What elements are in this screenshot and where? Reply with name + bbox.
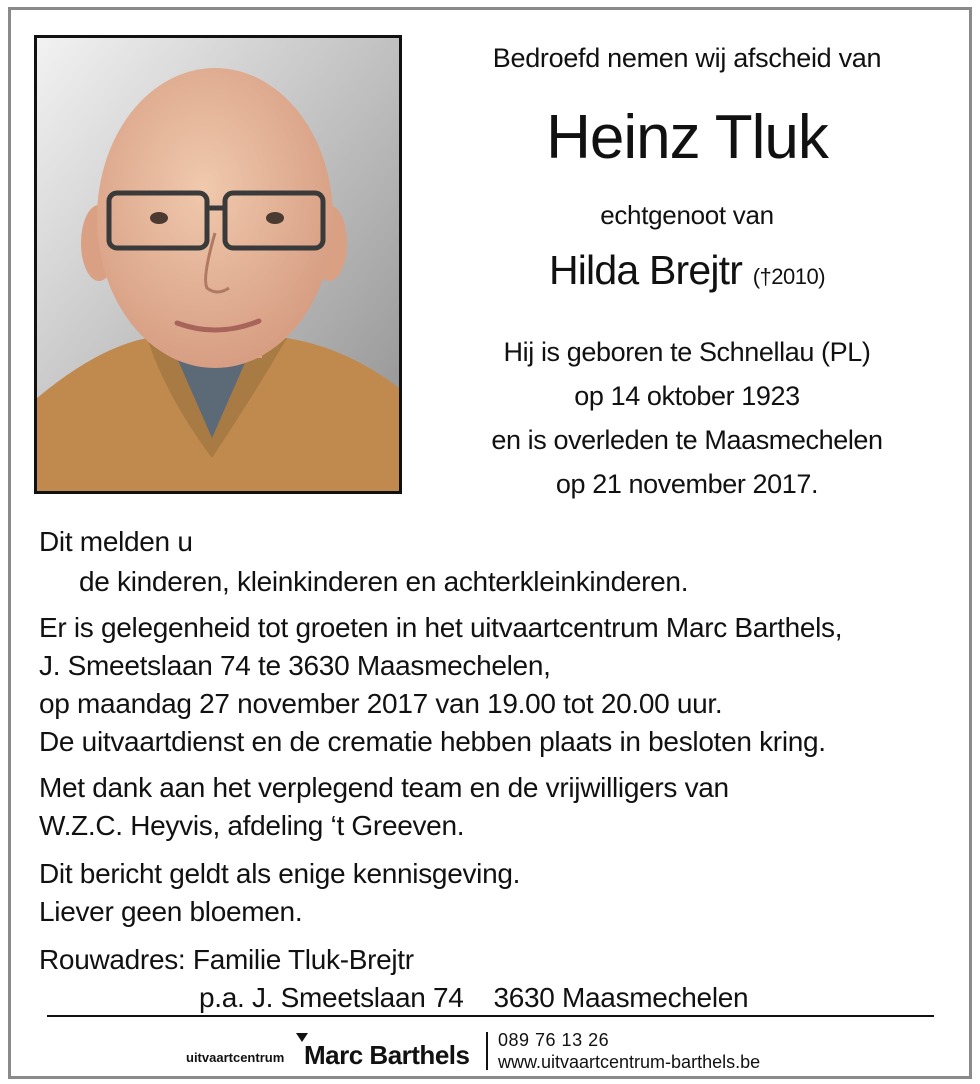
obituary-card bbox=[8, 7, 972, 1079]
bio-line: op 21 november 2017. bbox=[555, 469, 819, 499]
announcement-family: de kinderen, kleinkinderen en achterkleinkinderen. bbox=[79, 566, 689, 597]
address-street: p.a. J. Smeetslaan 74 3630 Maasmechelen bbox=[199, 982, 749, 1013]
address-line: Rouwadres: Familie Tluk-Brejtr bbox=[39, 944, 414, 975]
portrait-photo bbox=[34, 35, 402, 494]
spouse-line bbox=[411, 247, 963, 294]
footer-prefix: uitvaartcentrum bbox=[186, 1050, 285, 1065]
footer-phone[interactable]: 089 76 13 26 bbox=[498, 1030, 610, 1050]
spouse-name: Hilda Brejtr bbox=[548, 247, 743, 293]
notice-line: Liever geen bloemen. bbox=[39, 896, 303, 927]
thanks-line: Met dank aan het verplegend team en de vrijwilligers van bbox=[39, 772, 729, 803]
footer-separator bbox=[486, 1032, 488, 1070]
visitation-line: J. Smeetslaan 74 te 3630 Maasmechelen, bbox=[39, 650, 551, 681]
footer-website-link[interactable]: www.uitvaartcentrum-barthels.be bbox=[498, 1052, 761, 1072]
spouse-death-note: (†2010) bbox=[752, 264, 826, 289]
thanks-line: W.Z.C. Heyvis, afdeling ‘t Greeven. bbox=[39, 810, 465, 841]
footer-divider bbox=[47, 1015, 934, 1017]
notice-line: Dit bericht geldt als enige kennisgeving. bbox=[39, 858, 521, 889]
intro-text: Bedroefd nemen wij afscheid van bbox=[492, 43, 882, 73]
portrait-illustration bbox=[37, 38, 399, 491]
announcement-line: Dit melden u bbox=[39, 526, 193, 557]
visitation-line: De uitvaartdienst en de crematie hebben plaats in besloten kring. bbox=[39, 726, 826, 757]
bio-line: Hij is geboren te Schnellau (PL) bbox=[503, 337, 871, 367]
funeral-home-footer bbox=[186, 1028, 806, 1074]
visitation-line: Er is gelegenheid tot groeten in het uitvaartcentrum Marc Barthels, bbox=[39, 612, 843, 643]
deceased-name: Heinz Tluk bbox=[546, 103, 828, 172]
footer-brand: Marc Barthels bbox=[304, 1040, 470, 1070]
visitation-line: op maandag 27 november 2017 van 19.00 tot 20.00 uur. bbox=[39, 688, 723, 719]
bio-line: en is overleden te Maasmechelen bbox=[491, 425, 883, 455]
relation-text: echtgenoot van bbox=[600, 200, 774, 230]
bio-line: op 14 oktober 1923 bbox=[574, 381, 800, 411]
